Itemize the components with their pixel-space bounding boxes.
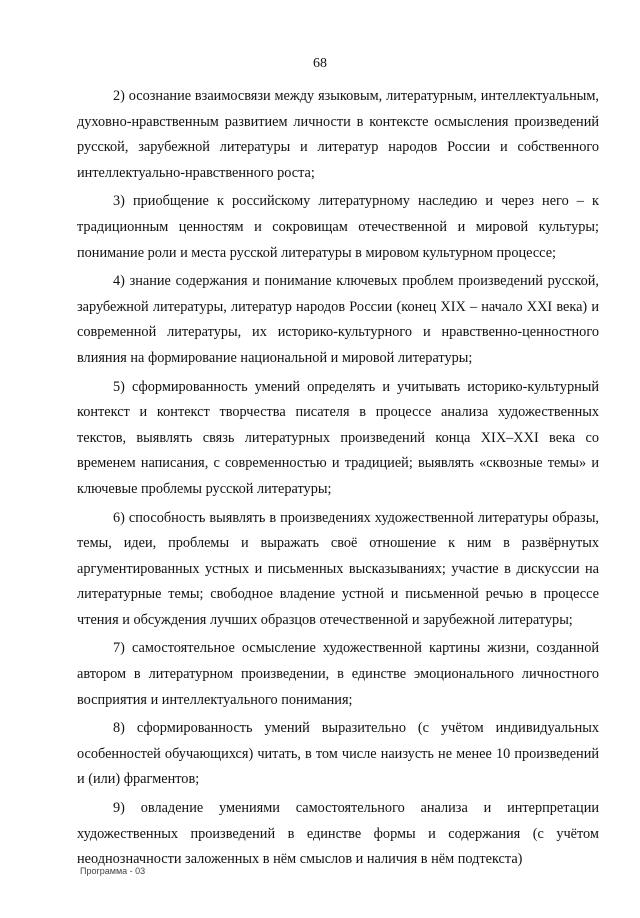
paragraph-item-7: 7) самостоятельное осмысление художественной картины жизни, созданной автором в литературном произведении, в единстве эмоционального личностного восприятия и интеллектуального понимания; bbox=[77, 640, 599, 708]
paragraph-item-3: 3) приобщение к российскому литературному наследию и через него – к традиционным ценностям и сокровищам отечественной и мировой культуры; понимание роли и места русской литературы в мировом культурном процессе; bbox=[77, 193, 599, 261]
paragraph-item-9: 9) овладение умениями самостоятельного анализа и интерпретации художественных произведений в единстве формы и содержания (с учётом неоднозначности заложенных в нём смыслов и наличия в нём подтекста) bbox=[77, 800, 599, 868]
paragraph-item-5: 5) сформированность умений определять и учитывать историко-культурный контекст и контекст творчества писателя в процессе анализа художественных текстов, выявлять связь литературных произведений конца XIX–XXI века со временем написания, с современностью и традицией; выявлять «сквозные темы» и ключевые проблемы русской литературы; bbox=[77, 378, 599, 497]
paragraph-item-8: 8) сформированность умений выразительно (с учётом индивидуальных особенностей обучающихся) читать, в том числе наизусть не менее 10 произведений и (или) фрагментов; bbox=[77, 720, 599, 788]
page-footer: Программа - 03 bbox=[80, 866, 146, 876]
paragraph-item-2: 2) осознание взаимосвязи между языковым, литературным, интеллектуальным, духовно-нравственным развитием личности в контексте осмысления произведений русской, зарубежной литературы и литератур народов России и собственного интеллектуально-нравственного роста; bbox=[77, 88, 599, 181]
document-body bbox=[77, 84, 599, 876]
paragraph-item-4: 4) знание содержания и понимание ключевых проблем произведений русской, зарубежной литературы, литератур народов России (конец XIX – начало XXI века) и современной литературы, их историко-культурного и нравственно-ценностного влияния на формирование национальной и мировой литературы; bbox=[77, 273, 599, 366]
page-number: 68 bbox=[313, 56, 327, 71]
paragraph-item-6: 6) способность выявлять в произведениях художественной литературы образы, темы, идеи, проблемы и выражать своё отношение к ним в развёрнутых аргументированных устных и письменных высказываниях; участие в дискуссии на литературные темы; свободное владение устной и письменной речью в процессе чтения и обсуждения лучших образцов отечественной и зарубежной литературы; bbox=[77, 509, 599, 628]
